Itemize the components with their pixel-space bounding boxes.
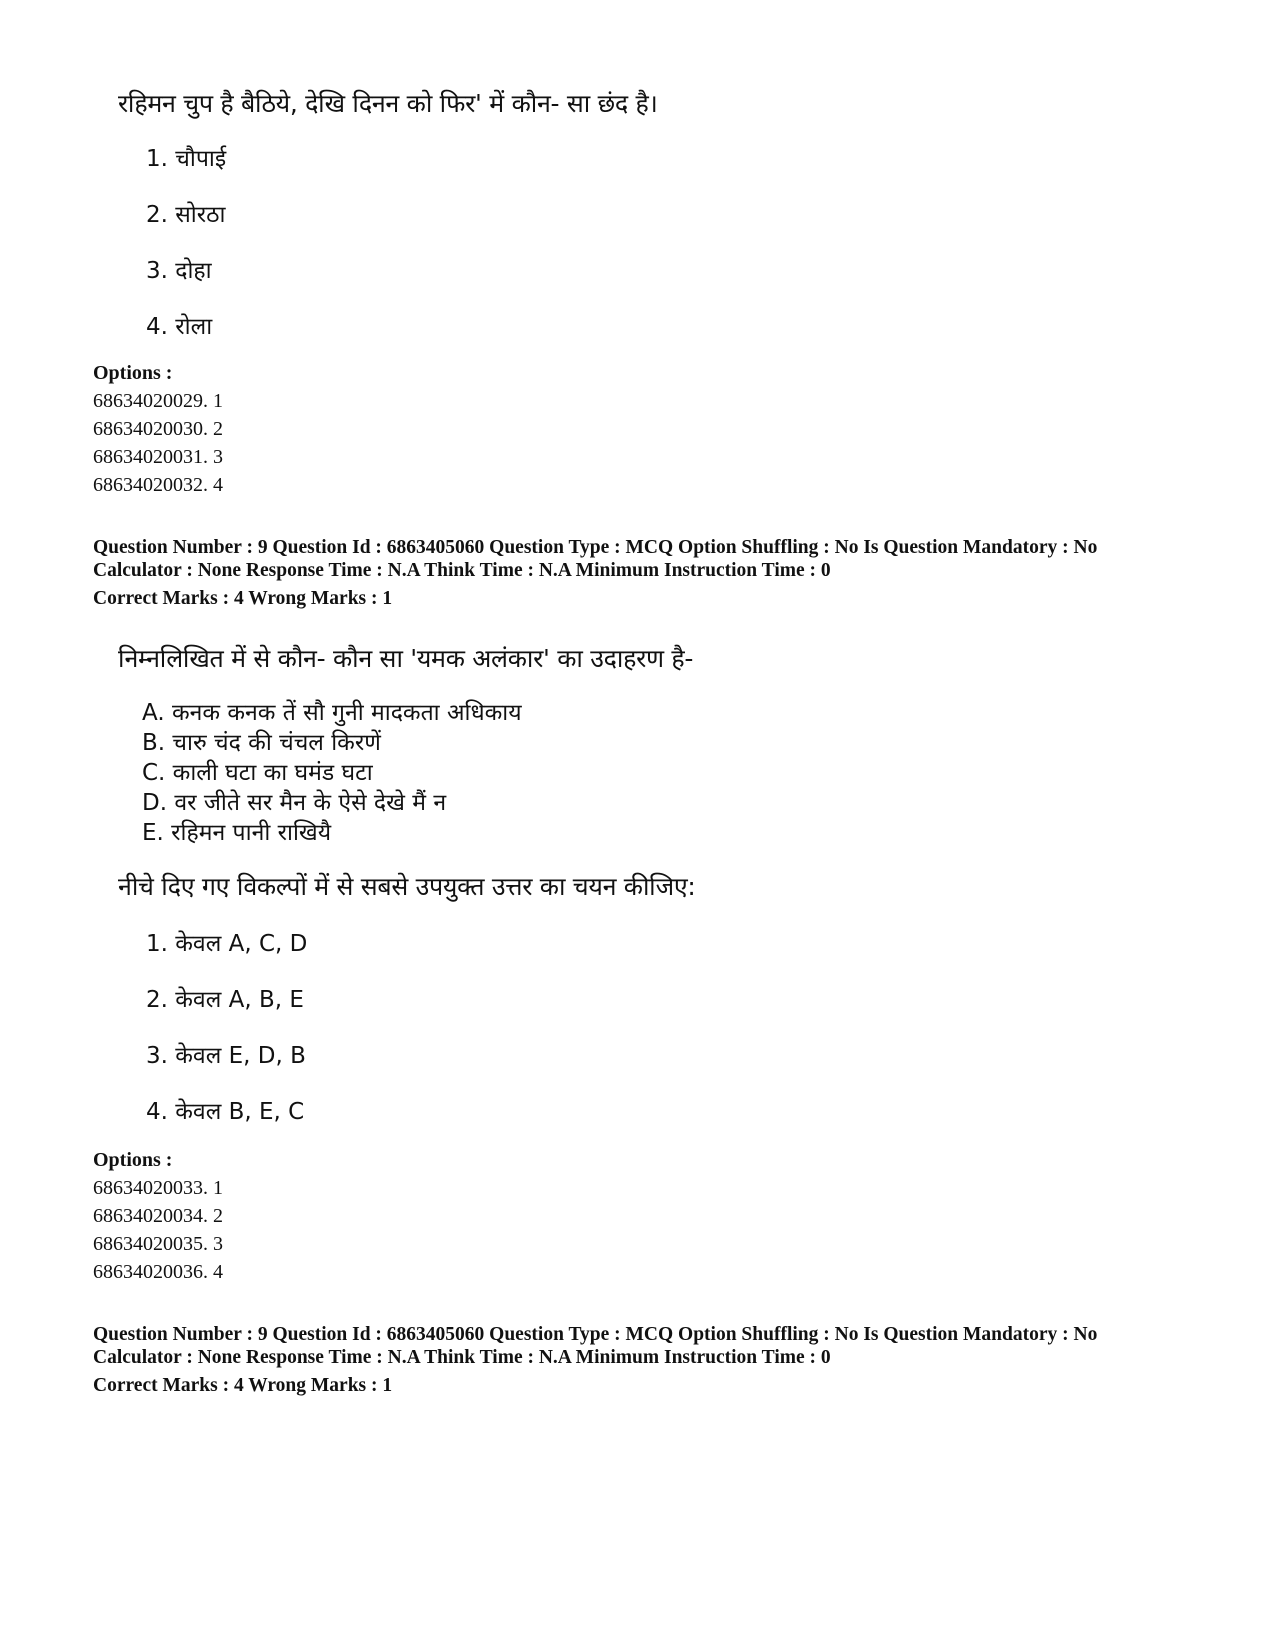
- question-9-text: निम्नलिखित में से कौन- कौन सा 'यमक अलंकार' का उदाहरण है-: [118, 644, 694, 673]
- question-8-option-id-1: 68634020029. 1: [93, 390, 223, 412]
- question-9-option-id-3: 68634020035. 3: [93, 1233, 223, 1255]
- question-9-choice-4: 4. केवल B, E, C: [146, 1099, 305, 1125]
- question-9-statement-e: E. रहिमन पानी राखियै: [142, 820, 332, 846]
- question-9-statement-b: B. चारु चंद की चंचल किरणें: [142, 730, 381, 756]
- question-9-choice-2: 2. केवल A, B, E: [146, 987, 304, 1013]
- question-9-option-id-4: 68634020036. 4: [93, 1261, 223, 1283]
- question-9-statement-d: D. वर जीते सर मैन के ऐसे देखे मैं न: [142, 790, 447, 816]
- question-9-meta-line-1: Question Number : 9 Question Id : 6863405060 Question Type : MCQ Option Shuffling : No Is Question Mandatory : No: [93, 537, 1098, 558]
- question-9-marks: Correct Marks : 4 Wrong Marks : 1: [93, 588, 393, 609]
- question-8-option-id-2: 68634020030. 2: [93, 418, 223, 440]
- question-9-choice-3: 3. केवल E, D, B: [146, 1043, 306, 1069]
- question-9-meta-line-2: Calculator : None Response Time : N.A Think Time : N.A Minimum Instruction Time : 0: [93, 560, 831, 581]
- question-8-option-id-4: 68634020032. 4: [93, 474, 223, 496]
- question-9-instruction: नीचे दिए गए विकल्पों में से सबसे उपयुक्त उत्तर का चयन कीजिए:: [118, 872, 696, 901]
- question-8-option-id-3: 68634020031. 3: [93, 446, 223, 468]
- question-8-choice-1: 1. चौपाई: [146, 146, 227, 172]
- question-10-marks: Correct Marks : 4 Wrong Marks : 1: [93, 1375, 393, 1396]
- question-8-choice-2: 2. सोरठा: [146, 202, 226, 228]
- question-9-statement-a: A. कनक कनक तें सौ गुनी मादकता अधिकाय: [142, 700, 522, 726]
- question-10-meta-line-1: Question Number : 9 Question Id : 6863405060 Question Type : MCQ Option Shuffling : No Is Question Mandatory : No: [93, 1324, 1098, 1345]
- question-10-meta-line-2: Calculator : None Response Time : N.A Think Time : N.A Minimum Instruction Time : 0: [93, 1347, 831, 1368]
- question-8-text: रहिमन चुप है बैठिये, देखि दिनन को फिर' में कौन- सा छंद है।: [118, 89, 658, 118]
- question-8-choice-3: 3. दोहा: [146, 258, 212, 284]
- question-9-statement-c: C. काली घटा का घमंड घटा: [142, 760, 373, 786]
- question-9-options-label: Options :: [93, 1149, 173, 1171]
- question-9-option-id-2: 68634020034. 2: [93, 1205, 223, 1227]
- question-8-choice-4: 4. रोला: [146, 314, 213, 340]
- question-9-option-id-1: 68634020033. 1: [93, 1177, 223, 1199]
- question-9-choice-1: 1. केवल A, C, D: [146, 931, 308, 957]
- question-8-options-label: Options :: [93, 362, 173, 384]
